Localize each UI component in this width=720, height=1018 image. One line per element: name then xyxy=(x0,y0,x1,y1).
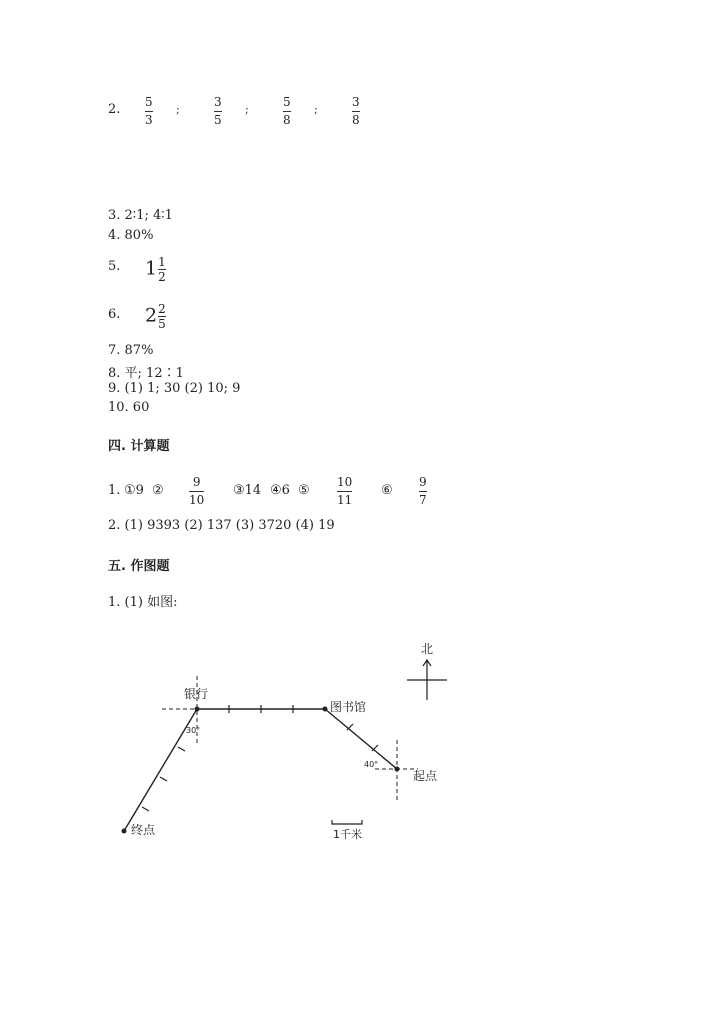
q4-answer: 4. 80% xyxy=(108,228,154,243)
numerator: 1 xyxy=(158,255,166,269)
q7-answer: 7. 87% xyxy=(108,343,154,358)
denominator: 10 xyxy=(189,493,205,507)
section-heading-drawing: 五. 作图题 xyxy=(108,559,170,574)
library-label: 图书馆 xyxy=(330,700,367,714)
q2-fraction-2 xyxy=(214,96,222,127)
s4-q1-fraction-6 xyxy=(419,476,427,507)
denominator: 8 xyxy=(283,113,291,127)
q2-separator: ; xyxy=(176,103,180,116)
q9-answer: 9. (1) 1; 30 (2) 10; 9 xyxy=(108,381,241,396)
s4-q1-answer-3: ③14 xyxy=(233,483,262,498)
numerator: 9 xyxy=(192,475,201,489)
q5-mixed-number xyxy=(145,256,166,283)
q6-mixed-number xyxy=(145,303,166,330)
s4-q1-answer-2-label: ② xyxy=(152,483,164,498)
q2-fraction-4 xyxy=(352,96,360,127)
q10-answer: 10. 60 xyxy=(108,400,150,415)
library-point xyxy=(323,707,328,712)
angle-40-label: 40° xyxy=(364,760,379,769)
denominator: 5 xyxy=(158,317,166,331)
denominator: 5 xyxy=(214,113,222,127)
q5-number: 5. xyxy=(108,259,121,274)
whole-part: 1 xyxy=(145,257,158,280)
route-lines xyxy=(124,709,397,831)
north-compass xyxy=(407,660,447,700)
denominator: 7 xyxy=(419,493,427,507)
denominator: 3 xyxy=(145,113,153,127)
numerator: 5 xyxy=(145,95,153,109)
start-point xyxy=(395,767,400,772)
q2-separator: ; xyxy=(245,103,249,116)
start-reference-lines xyxy=(375,740,418,800)
q3-answer: 3. 2∶1; 4∶1 xyxy=(108,208,173,223)
end-point xyxy=(122,829,127,834)
numerator: 9 xyxy=(419,475,427,489)
denominator: 11 xyxy=(337,493,353,507)
q2-fraction-1 xyxy=(145,96,153,127)
denominator: 8 xyxy=(352,113,360,127)
s4-q2-answer: 2. (1) 9393 (2) 137 (3) 3720 (4) 19 xyxy=(108,518,335,533)
north-label: 北 xyxy=(421,642,434,656)
end-label: 终点 xyxy=(131,823,156,837)
q8-answer: 8. 平; 12∶1 xyxy=(108,366,184,381)
q2-fraction-3 xyxy=(283,96,291,127)
s4-q1-answer-1: ①9 xyxy=(124,483,144,498)
angle-30-label: 30° xyxy=(186,726,201,735)
numerator: 3 xyxy=(214,95,222,109)
route-ticks xyxy=(142,705,378,811)
numerator: 5 xyxy=(283,95,291,109)
s4-q1-fraction-2 xyxy=(189,476,204,507)
numerator: 2 xyxy=(158,302,166,316)
q6-number: 6. xyxy=(108,307,121,322)
s4-q1-fraction-5 xyxy=(337,476,352,507)
s4-q1-answer-5-label: ⑤ xyxy=(298,483,310,498)
bank-label: 银行 xyxy=(184,687,209,701)
denominator: 2 xyxy=(158,270,166,284)
numerator: 3 xyxy=(352,95,360,109)
start-label: 起点 xyxy=(413,769,438,783)
bank-point xyxy=(195,707,200,712)
section-heading-calculation: 四. 计算题 xyxy=(108,439,170,454)
whole-part: 2 xyxy=(145,304,158,327)
q2-separator: ; xyxy=(314,103,318,116)
scale-label: 1千米 xyxy=(333,828,362,841)
q2-number: 2. xyxy=(108,102,121,117)
s5-q1-text: 1. (1) 如图: xyxy=(108,595,178,610)
bank-reference-lines xyxy=(162,676,197,745)
s4-q1-answer-4: ④6 xyxy=(270,483,290,498)
scale-bar xyxy=(332,820,362,824)
numerator: 10 xyxy=(337,475,353,489)
s4-q1-number: 1. xyxy=(108,483,121,498)
s4-q1-answer-6-label: ⑥ xyxy=(381,483,393,498)
